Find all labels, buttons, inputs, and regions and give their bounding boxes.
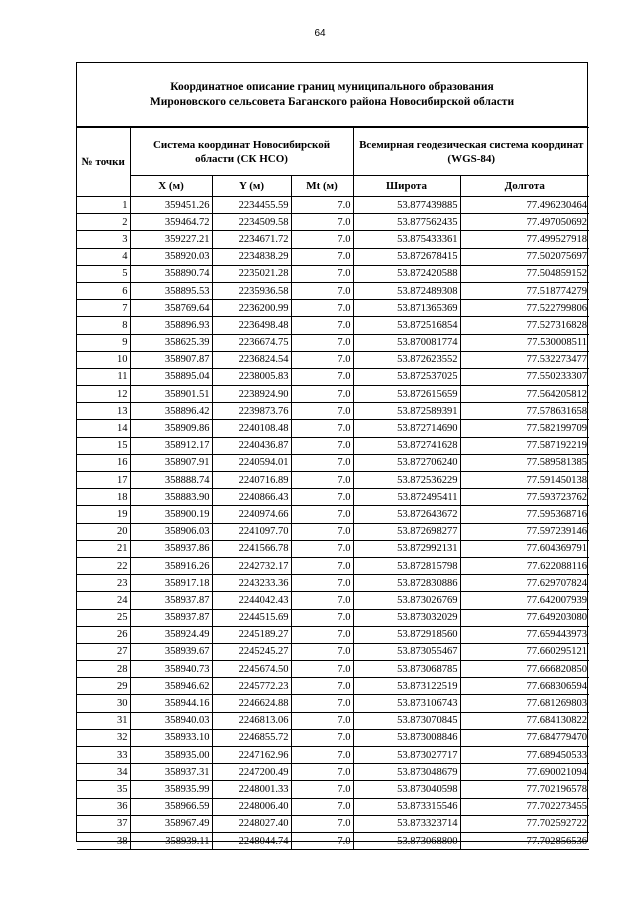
y-cell: 2236498.48 <box>212 317 291 334</box>
latitude-cell: 53.873048679 <box>353 764 460 781</box>
mt-cell: 7.0 <box>291 334 353 351</box>
x-cell: 358906.03 <box>130 523 212 540</box>
point-number-cell: 28 <box>77 661 130 678</box>
longitude-cell: 77.496230464 <box>460 197 589 214</box>
point-number-cell: 23 <box>77 575 130 592</box>
longitude-cell: 77.689450533 <box>460 747 589 764</box>
point-number-cell: 25 <box>77 609 130 626</box>
table-row <box>77 729 589 746</box>
latitude-cell: 53.872714690 <box>353 420 460 437</box>
mt-cell: 7.0 <box>291 557 353 574</box>
coordinate-table-frame <box>76 62 588 847</box>
y-cell: 2234671.72 <box>212 231 291 248</box>
table-row <box>77 334 589 351</box>
y-cell: 2242732.17 <box>212 557 291 574</box>
longitude-cell: 77.684130822 <box>460 712 589 729</box>
mt-cell: 7.0 <box>291 472 353 489</box>
point-number-cell: 29 <box>77 678 130 695</box>
x-cell: 358912.17 <box>130 437 212 454</box>
point-number-cell: 9 <box>77 334 130 351</box>
x-cell: 358917.18 <box>130 575 212 592</box>
mt-cell: 7.0 <box>291 265 353 282</box>
table-row <box>77 678 589 695</box>
x-cell: 358895.04 <box>130 368 212 385</box>
point-number-cell: 6 <box>77 282 130 299</box>
point-number-cell: 19 <box>77 506 130 523</box>
longitude-cell: 77.622088116 <box>460 557 589 574</box>
table-row <box>77 506 589 523</box>
x-cell: 358896.42 <box>130 403 212 420</box>
longitude-cell: 77.530008511 <box>460 334 589 351</box>
header-point-number: № точки <box>77 128 130 197</box>
mt-cell: 7.0 <box>291 231 353 248</box>
mt-cell: 7.0 <box>291 798 353 815</box>
table-row <box>77 231 589 248</box>
mt-cell: 7.0 <box>291 523 353 540</box>
point-number-cell: 27 <box>77 643 130 660</box>
x-cell: 358937.86 <box>130 540 212 557</box>
table-row <box>77 248 589 265</box>
latitude-cell: 53.871365369 <box>353 300 460 317</box>
mt-cell: 7.0 <box>291 575 353 592</box>
longitude-cell: 77.595368716 <box>460 506 589 523</box>
point-number-cell: 12 <box>77 386 130 403</box>
latitude-cell: 53.872537025 <box>353 368 460 385</box>
mt-cell: 7.0 <box>291 643 353 660</box>
mt-cell: 7.0 <box>291 351 353 368</box>
x-cell: 358937.31 <box>130 764 212 781</box>
table-row <box>77 403 589 420</box>
mt-cell: 7.0 <box>291 729 353 746</box>
x-cell: 358933.10 <box>130 729 212 746</box>
y-cell: 2248006.40 <box>212 798 291 815</box>
table-row <box>77 351 589 368</box>
longitude-cell: 77.659443973 <box>460 626 589 643</box>
header-y: Y (м) <box>212 176 291 197</box>
y-cell: 2244042.43 <box>212 592 291 609</box>
mt-cell: 7.0 <box>291 506 353 523</box>
mt-cell: 7.0 <box>291 248 353 265</box>
point-number-cell: 15 <box>77 437 130 454</box>
table-row <box>77 747 589 764</box>
latitude-cell: 53.872678415 <box>353 248 460 265</box>
table-row <box>77 282 589 299</box>
latitude-cell: 53.872706240 <box>353 454 460 471</box>
longitude-cell: 77.702856536 <box>460 832 589 849</box>
y-cell: 2247200.49 <box>212 764 291 781</box>
latitude-cell: 53.872741628 <box>353 437 460 454</box>
longitude-cell: 77.499527918 <box>460 231 589 248</box>
point-number-cell: 20 <box>77 523 130 540</box>
longitude-cell: 77.497050692 <box>460 214 589 231</box>
y-cell: 2241566.78 <box>212 540 291 557</box>
mt-cell: 7.0 <box>291 592 353 609</box>
y-cell: 2246624.88 <box>212 695 291 712</box>
x-cell: 358883.90 <box>130 489 212 506</box>
y-cell: 2240974.66 <box>212 506 291 523</box>
mt-cell: 7.0 <box>291 815 353 832</box>
mt-cell: 7.0 <box>291 437 353 454</box>
y-cell: 2246855.72 <box>212 729 291 746</box>
longitude-cell: 77.642007939 <box>460 592 589 609</box>
x-cell: 358940.03 <box>130 712 212 729</box>
y-cell: 2240866.43 <box>212 489 291 506</box>
table-row <box>77 575 589 592</box>
y-cell: 2236824.54 <box>212 351 291 368</box>
mt-cell: 7.0 <box>291 197 353 214</box>
x-cell: 358939.67 <box>130 643 212 660</box>
latitude-cell: 53.873068785 <box>353 661 460 678</box>
point-number-cell: 14 <box>77 420 130 437</box>
x-cell: 358939.11 <box>130 832 212 849</box>
mt-cell: 7.0 <box>291 712 353 729</box>
y-cell: 2247162.96 <box>212 747 291 764</box>
mt-cell: 7.0 <box>291 420 353 437</box>
latitude-cell: 53.873026769 <box>353 592 460 609</box>
header-wgs84-system: Всемирная геодезическая система координат (WGS-84) <box>353 128 589 176</box>
latitude-cell: 53.872536229 <box>353 472 460 489</box>
longitude-cell: 77.702592722 <box>460 815 589 832</box>
point-number-cell: 13 <box>77 403 130 420</box>
point-number-cell: 16 <box>77 454 130 471</box>
table-row <box>77 197 589 214</box>
latitude-cell: 53.872698277 <box>353 523 460 540</box>
latitude-cell: 53.872623552 <box>353 351 460 368</box>
longitude-cell: 77.587192219 <box>460 437 589 454</box>
longitude-cell: 77.578631658 <box>460 403 589 420</box>
mt-cell: 7.0 <box>291 489 353 506</box>
x-cell: 358935.99 <box>130 781 212 798</box>
point-number-cell: 5 <box>77 265 130 282</box>
longitude-cell: 77.681269803 <box>460 695 589 712</box>
mt-cell: 7.0 <box>291 403 353 420</box>
table-row <box>77 265 589 282</box>
table-row <box>77 214 589 231</box>
point-number-cell: 4 <box>77 248 130 265</box>
mt-cell: 7.0 <box>291 454 353 471</box>
y-cell: 2248001.33 <box>212 781 291 798</box>
table-title <box>77 63 587 127</box>
mt-cell: 7.0 <box>291 661 353 678</box>
point-number-cell: 34 <box>77 764 130 781</box>
x-cell: 358907.91 <box>130 454 212 471</box>
longitude-cell: 77.582199709 <box>460 420 589 437</box>
point-number-cell: 10 <box>77 351 130 368</box>
point-number-cell: 21 <box>77 540 130 557</box>
point-number-cell: 2 <box>77 214 130 231</box>
x-cell: 358890.74 <box>130 265 212 282</box>
point-number-cell: 38 <box>77 832 130 849</box>
longitude-cell: 77.522799806 <box>460 300 589 317</box>
table-row <box>77 454 589 471</box>
table-row <box>77 420 589 437</box>
x-cell: 358967.49 <box>130 815 212 832</box>
y-cell: 2240108.48 <box>212 420 291 437</box>
mt-cell: 7.0 <box>291 386 353 403</box>
mt-cell: 7.0 <box>291 540 353 557</box>
point-number-cell: 31 <box>77 712 130 729</box>
y-cell: 2234455.59 <box>212 197 291 214</box>
latitude-cell: 53.877439885 <box>353 197 460 214</box>
point-number-cell: 8 <box>77 317 130 334</box>
longitude-cell: 77.702273455 <box>460 798 589 815</box>
title-line-1: Координатное описание границ муниципального образования <box>170 80 494 93</box>
mt-cell: 7.0 <box>291 214 353 231</box>
longitude-cell: 77.649203080 <box>460 609 589 626</box>
table-row <box>77 695 589 712</box>
latitude-cell: 53.872643672 <box>353 506 460 523</box>
latitude-cell: 53.873122519 <box>353 678 460 695</box>
y-cell: 2248027.40 <box>212 815 291 832</box>
latitude-cell: 53.873106743 <box>353 695 460 712</box>
mt-cell: 7.0 <box>291 832 353 849</box>
y-cell: 2238005.83 <box>212 368 291 385</box>
point-number-cell: 36 <box>77 798 130 815</box>
longitude-cell: 77.532273477 <box>460 351 589 368</box>
y-cell: 2236674.75 <box>212 334 291 351</box>
longitude-cell: 77.684779470 <box>460 729 589 746</box>
title-line-2: Мироновского сельсовета Баганского района Новосибирской области <box>149 95 515 108</box>
table-row <box>77 540 589 557</box>
latitude-cell: 53.873008846 <box>353 729 460 746</box>
header-mt: Mt (м) <box>291 176 353 197</box>
table-row <box>77 661 589 678</box>
y-cell: 2243233.36 <box>212 575 291 592</box>
table-row <box>77 798 589 815</box>
longitude-cell: 77.629707824 <box>460 575 589 592</box>
x-cell: 358901.51 <box>130 386 212 403</box>
x-cell: 358895.53 <box>130 282 212 299</box>
mt-cell: 7.0 <box>291 368 353 385</box>
longitude-cell: 77.593723762 <box>460 489 589 506</box>
y-cell: 2240594.01 <box>212 454 291 471</box>
longitude-cell: 77.550233307 <box>460 368 589 385</box>
latitude-cell: 53.870081774 <box>353 334 460 351</box>
longitude-cell: 77.666820850 <box>460 661 589 678</box>
table-row <box>77 557 589 574</box>
header-x: X (м) <box>130 176 212 197</box>
point-number-cell: 1 <box>77 197 130 214</box>
header-local-system: Система координат Новосибирской области (СК НСО) <box>130 128 353 176</box>
y-cell: 2245189.27 <box>212 626 291 643</box>
mt-cell: 7.0 <box>291 764 353 781</box>
x-cell: 359451.26 <box>130 197 212 214</box>
y-cell: 2234509.58 <box>212 214 291 231</box>
longitude-cell: 77.518774279 <box>460 282 589 299</box>
y-cell: 2246813.06 <box>212 712 291 729</box>
y-cell: 2235021.28 <box>212 265 291 282</box>
table-row <box>77 317 589 334</box>
x-cell: 358909.86 <box>130 420 212 437</box>
table-row <box>77 626 589 643</box>
y-cell: 2236200.99 <box>212 300 291 317</box>
latitude-cell: 53.872516854 <box>353 317 460 334</box>
latitude-cell: 53.873055467 <box>353 643 460 660</box>
y-cell: 2245674.50 <box>212 661 291 678</box>
table-row <box>77 437 589 454</box>
latitude-cell: 53.873068800 <box>353 832 460 849</box>
longitude-cell: 77.668306594 <box>460 678 589 695</box>
longitude-cell: 77.604369791 <box>460 540 589 557</box>
table-row <box>77 609 589 626</box>
latitude-cell: 53.872489308 <box>353 282 460 299</box>
table-row <box>77 712 589 729</box>
point-number-cell: 37 <box>77 815 130 832</box>
x-cell: 358935.00 <box>130 747 212 764</box>
point-number-cell: 32 <box>77 729 130 746</box>
x-cell: 358625.39 <box>130 334 212 351</box>
latitude-cell: 53.872815798 <box>353 557 460 574</box>
mt-cell: 7.0 <box>291 609 353 626</box>
point-number-cell: 22 <box>77 557 130 574</box>
x-cell: 358920.03 <box>130 248 212 265</box>
y-cell: 2235936.58 <box>212 282 291 299</box>
longitude-cell: 77.690021094 <box>460 764 589 781</box>
y-cell: 2240436.87 <box>212 437 291 454</box>
latitude-cell: 53.873032029 <box>353 609 460 626</box>
header-latitude: Широта <box>353 176 460 197</box>
longitude-cell: 77.564205812 <box>460 386 589 403</box>
y-cell: 2238924.90 <box>212 386 291 403</box>
latitude-cell: 53.872918560 <box>353 626 460 643</box>
table-body <box>77 197 589 850</box>
x-cell: 358944.16 <box>130 695 212 712</box>
latitude-cell: 53.873315546 <box>353 798 460 815</box>
latitude-cell: 53.872495411 <box>353 489 460 506</box>
mt-cell: 7.0 <box>291 678 353 695</box>
x-cell: 359227.21 <box>130 231 212 248</box>
latitude-cell: 53.877562435 <box>353 214 460 231</box>
x-cell: 358966.59 <box>130 798 212 815</box>
x-cell: 358907.87 <box>130 351 212 368</box>
mt-cell: 7.0 <box>291 781 353 798</box>
longitude-cell: 77.504859152 <box>460 265 589 282</box>
mt-cell: 7.0 <box>291 282 353 299</box>
latitude-cell: 53.873027717 <box>353 747 460 764</box>
point-number-cell: 3 <box>77 231 130 248</box>
x-cell: 358900.19 <box>130 506 212 523</box>
latitude-cell: 53.872589391 <box>353 403 460 420</box>
latitude-cell: 53.872420588 <box>353 265 460 282</box>
point-number-cell: 35 <box>77 781 130 798</box>
x-cell: 358937.87 <box>130 592 212 609</box>
mt-cell: 7.0 <box>291 300 353 317</box>
mt-cell: 7.0 <box>291 747 353 764</box>
table-row <box>77 300 589 317</box>
y-cell: 2239873.76 <box>212 403 291 420</box>
x-cell: 358924.49 <box>130 626 212 643</box>
point-number-cell: 24 <box>77 592 130 609</box>
point-number-cell: 18 <box>77 489 130 506</box>
x-cell: 358916.26 <box>130 557 212 574</box>
mt-cell: 7.0 <box>291 317 353 334</box>
x-cell: 358946.62 <box>130 678 212 695</box>
x-cell: 358937.87 <box>130 609 212 626</box>
latitude-cell: 53.873323714 <box>353 815 460 832</box>
latitude-cell: 53.872992131 <box>353 540 460 557</box>
point-number-cell: 33 <box>77 747 130 764</box>
y-cell: 2234838.29 <box>212 248 291 265</box>
mt-cell: 7.0 <box>291 695 353 712</box>
page-number: 64 <box>314 28 326 39</box>
y-cell: 2244515.69 <box>212 609 291 626</box>
latitude-cell: 53.875433361 <box>353 231 460 248</box>
coordinate-table <box>77 127 589 850</box>
x-cell: 358896.93 <box>130 317 212 334</box>
point-number-cell: 26 <box>77 626 130 643</box>
longitude-cell: 77.591450138 <box>460 472 589 489</box>
table-row <box>77 489 589 506</box>
table-row <box>77 832 589 849</box>
y-cell: 2245245.27 <box>212 643 291 660</box>
table-row <box>77 523 589 540</box>
x-cell: 358769.64 <box>130 300 212 317</box>
header-longitude: Долгота <box>460 176 589 197</box>
longitude-cell: 77.589581385 <box>460 454 589 471</box>
point-number-cell: 11 <box>77 368 130 385</box>
y-cell: 2240716.89 <box>212 472 291 489</box>
y-cell: 2245772.23 <box>212 678 291 695</box>
point-number-cell: 17 <box>77 472 130 489</box>
x-cell: 358888.74 <box>130 472 212 489</box>
latitude-cell: 53.872615659 <box>353 386 460 403</box>
table-row <box>77 386 589 403</box>
table-row <box>77 781 589 798</box>
longitude-cell: 77.597239146 <box>460 523 589 540</box>
longitude-cell: 77.702196578 <box>460 781 589 798</box>
latitude-cell: 53.873040598 <box>353 781 460 798</box>
point-number-cell: 7 <box>77 300 130 317</box>
longitude-cell: 77.660295121 <box>460 643 589 660</box>
table-row <box>77 472 589 489</box>
x-cell: 359464.72 <box>130 214 212 231</box>
latitude-cell: 53.872830886 <box>353 575 460 592</box>
x-cell: 358940.73 <box>130 661 212 678</box>
y-cell: 2241097.70 <box>212 523 291 540</box>
longitude-cell: 77.502075697 <box>460 248 589 265</box>
table-row <box>77 643 589 660</box>
point-number-cell: 30 <box>77 695 130 712</box>
table-row <box>77 592 589 609</box>
table-row <box>77 815 589 832</box>
y-cell: 2248044.74 <box>212 832 291 849</box>
table-row <box>77 764 589 781</box>
latitude-cell: 53.873070845 <box>353 712 460 729</box>
table-row <box>77 368 589 385</box>
mt-cell: 7.0 <box>291 626 353 643</box>
longitude-cell: 77.527316828 <box>460 317 589 334</box>
